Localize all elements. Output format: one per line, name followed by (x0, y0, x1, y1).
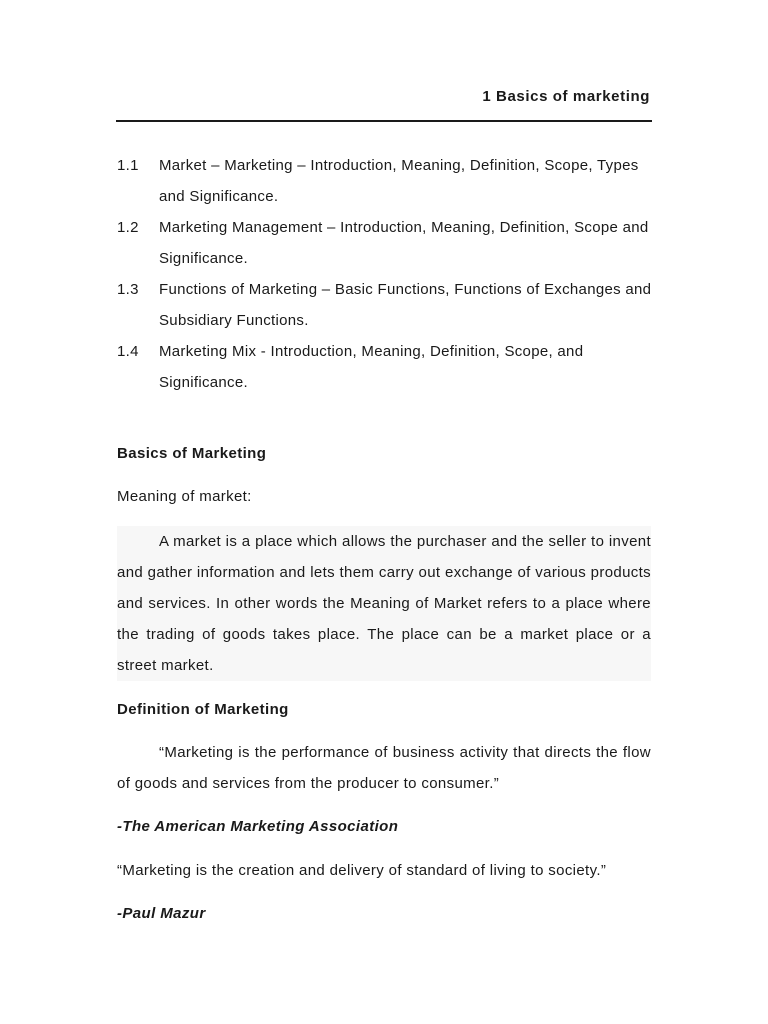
contents-item-number: 1.2 (117, 219, 139, 236)
section-title: Basics of Marketing (117, 445, 267, 462)
contents-item-text: Marketing Mix - Introduction, Meaning, Definition, Scope, and Significance. (159, 343, 584, 391)
chapter-contents-list (117, 150, 657, 398)
contents-item (117, 274, 657, 336)
contents-item-number: 1.4 (117, 343, 139, 360)
meaning-label: Meaning of market: (117, 488, 252, 505)
contents-item-text: Market – Marketing – Introduction, Meaning, Definition, Scope, Types and Significance. (159, 157, 639, 205)
contents-item (117, 212, 657, 274)
meaning-paragraph: A market is a place which allows the purchaser and the seller to invent and gather information and lets them carry out exchange of various products and services. In other words the Meaning of Market refers to a place where the trading of goods takes place. The place can be a market place or a street market. (117, 526, 651, 681)
contents-item (117, 336, 657, 398)
quote-text: “Marketing is the creation and delivery of standard of living to society.” (117, 862, 607, 879)
quote-source: -The American Marketing Association (117, 818, 399, 835)
chapter-header: 1 Basics of marketing (482, 88, 650, 105)
definition-title: Definition of Marketing (117, 701, 289, 718)
contents-item-number: 1.1 (117, 157, 139, 174)
contents-item-text: Functions of Marketing – Basic Functions, Functions of Exchanges and Subsidiary Functions. (159, 281, 652, 329)
contents-item-text: Marketing Management – Introduction, Meaning, Definition, Scope and Significance. (159, 219, 649, 267)
contents-item-number: 1.3 (117, 281, 139, 298)
contents-item (117, 150, 657, 212)
quote-source: -Paul Mazur (117, 905, 206, 922)
quote-text: “Marketing is the performance of business activity that directs the flow of goods and services from the producer to consumer.” (117, 744, 651, 792)
header-rule (116, 120, 652, 122)
